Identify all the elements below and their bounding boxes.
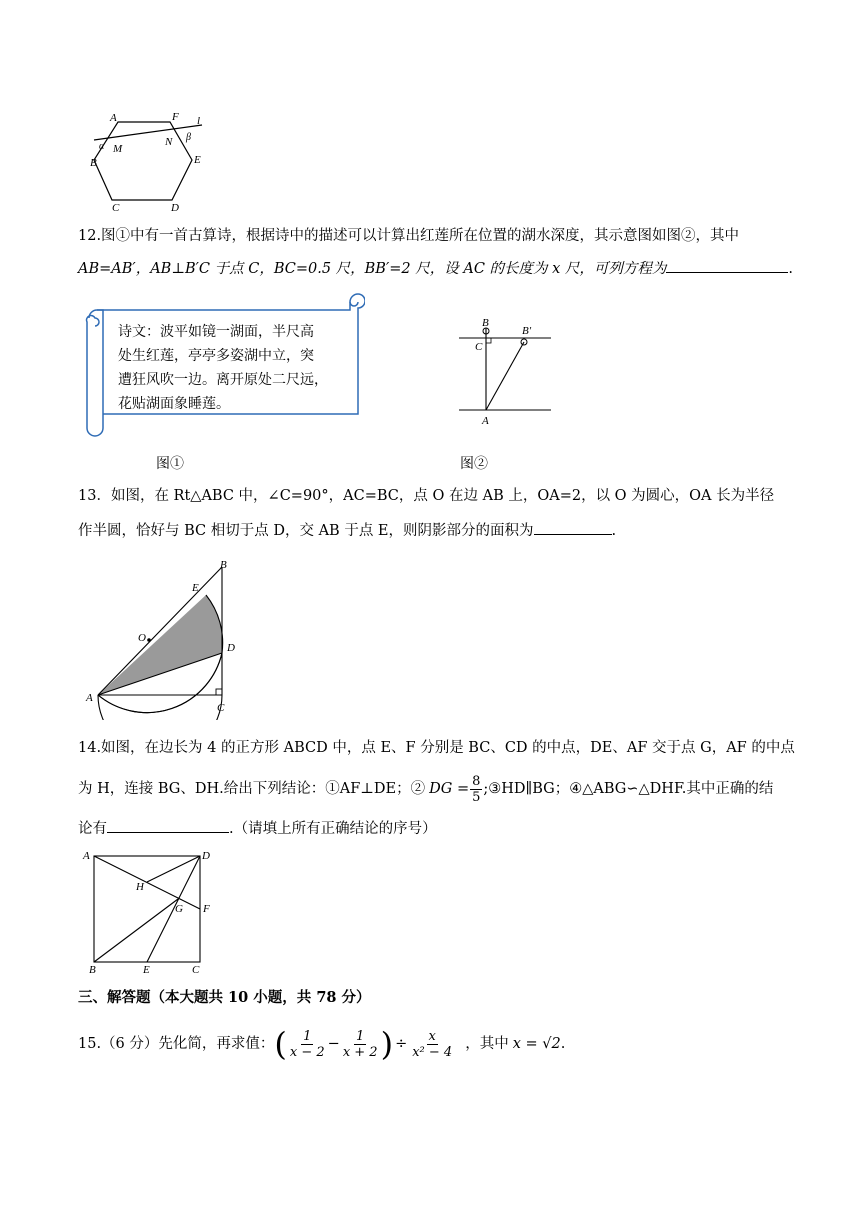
q13-line1: 13．如图，在 Rt△ABC 中，∠C=90°，AC=BC，点 O 在边 AB 上，OA=2，以 O 为圆心，OA 长为半径 — [78, 488, 775, 504]
label-D: D — [171, 202, 179, 212]
q15-divide: ÷ — [395, 1036, 408, 1052]
q15-text: 15.（6 分）先化简，再求值： — [78, 1036, 275, 1052]
label-G: G — [175, 903, 183, 915]
poem-line-1: 诗文：波平如镜一湖面，半尺高 — [118, 324, 314, 340]
label-D: D — [202, 850, 210, 862]
q14-text-a: 为 H，连接 BG、DH.给出下列结论：①AF⊥DE；② — [78, 781, 426, 797]
label-B: B — [482, 317, 489, 329]
label-A: A — [110, 112, 117, 124]
q14-text-d: .（请填上所有正确结论的序号） — [229, 821, 437, 837]
q15-line — [78, 1020, 565, 1068]
label-E: E — [143, 964, 150, 976]
poem-line-3: 遭狂风吹一边。离开原处二尺远， — [118, 372, 328, 388]
label-A: A — [482, 415, 489, 427]
q14-line3 — [78, 818, 437, 839]
label-l: l — [197, 115, 201, 127]
q13-period: . — [611, 523, 617, 539]
label-M: M — [113, 143, 123, 155]
label-A: A — [83, 850, 90, 862]
label-N: N — [165, 136, 173, 148]
hexagon-figure — [82, 108, 212, 212]
label-beta: β — [186, 132, 191, 143]
q12-line1: 12.图①中有一首古算诗，根据诗中的描述可以计算出红莲所在位置的湖水深度，其示意图如图②，其中 — [78, 228, 740, 244]
q14-answer-blank[interactable] — [107, 818, 229, 833]
q13-answer-blank[interactable] — [534, 520, 612, 535]
label-H: H — [136, 881, 144, 893]
q14-fraction: $\frac{8}{5}$ — [472, 773, 481, 805]
shaded-region — [98, 595, 223, 695]
q12-period: . — [788, 261, 794, 277]
q15-period: . — [560, 1036, 566, 1052]
figure-2-caption: 图② — [460, 456, 488, 472]
label-B: B — [89, 964, 96, 976]
label-B: B — [90, 157, 97, 169]
label-E: E — [192, 582, 199, 594]
q12-text: AB=AB′，AB⊥B′C 于点 C，BC=0.5 尺，BB′=2 尺，设 AC 的长度为 x 尺，可列方程为 — [78, 261, 667, 277]
q15-fraction-1: $\frac{1}{x - 2}$ — [289, 1028, 325, 1060]
poem-line-2: 处生红莲，亭亭多姿湖中立，突 — [118, 348, 314, 364]
label-C: C — [475, 341, 483, 353]
q14-dg: DG = — [429, 781, 470, 797]
label-C: C — [112, 202, 120, 212]
q15-condition: x = √2 — [512, 1036, 561, 1052]
left-paren: ( — [274, 1025, 287, 1063]
q14-text-c: 论有 — [78, 821, 107, 837]
figure-1-caption: 图① — [156, 456, 184, 472]
poem-line-4: 花贴湖面象睡莲。 — [118, 396, 230, 412]
q15-text-where: ，其中 — [465, 1036, 509, 1052]
q12-answer-blank[interactable] — [666, 258, 788, 273]
right-paren: ) — [380, 1025, 394, 1063]
semicircle-figure — [82, 555, 242, 720]
label-C: C — [217, 702, 225, 714]
label-C: C — [192, 964, 200, 976]
label-alpha: α — [99, 141, 105, 152]
q15-fraction-3: $\frac{x}{\text{x² − 4}}$ — [412, 1028, 453, 1060]
label-O: O — [138, 632, 146, 644]
lotus-diagram — [455, 314, 555, 429]
q13-text: 作半圆，恰好与 BC 相切于点 D，交 AB 于点 E，则阴影部分的面积为 — [78, 523, 534, 539]
square-figure — [80, 846, 220, 976]
q14-line2 — [78, 775, 773, 803]
label-B: B — [220, 559, 227, 571]
label-F: F — [172, 111, 179, 123]
q14-text-b: ;③HD∥BG；④△ABG∽△DHF.其中正确的结 — [483, 781, 774, 797]
q13-line2 — [78, 520, 616, 541]
q14-line1: 14.如图，在边长为 4 的正方形 ABCD 中，点 E、F 分别是 BC、CD 的中点，DE、AF 交于点 G，AF 的中点 — [78, 740, 795, 756]
q15-fraction-2: $\frac{1}{x + 2}$ — [342, 1028, 378, 1060]
q12-line2 — [78, 258, 793, 279]
label-B-prime: B′ — [522, 325, 532, 337]
label-D: D — [227, 642, 235, 654]
label-F: F — [203, 903, 210, 915]
section-3-heading: 三、解答题（本大题共 10 小题，共 78 分） — [78, 989, 371, 1006]
label-E: E — [194, 154, 201, 166]
poem-text — [118, 320, 328, 416]
q15-minus: − — [327, 1036, 340, 1052]
label-A: A — [86, 692, 93, 704]
